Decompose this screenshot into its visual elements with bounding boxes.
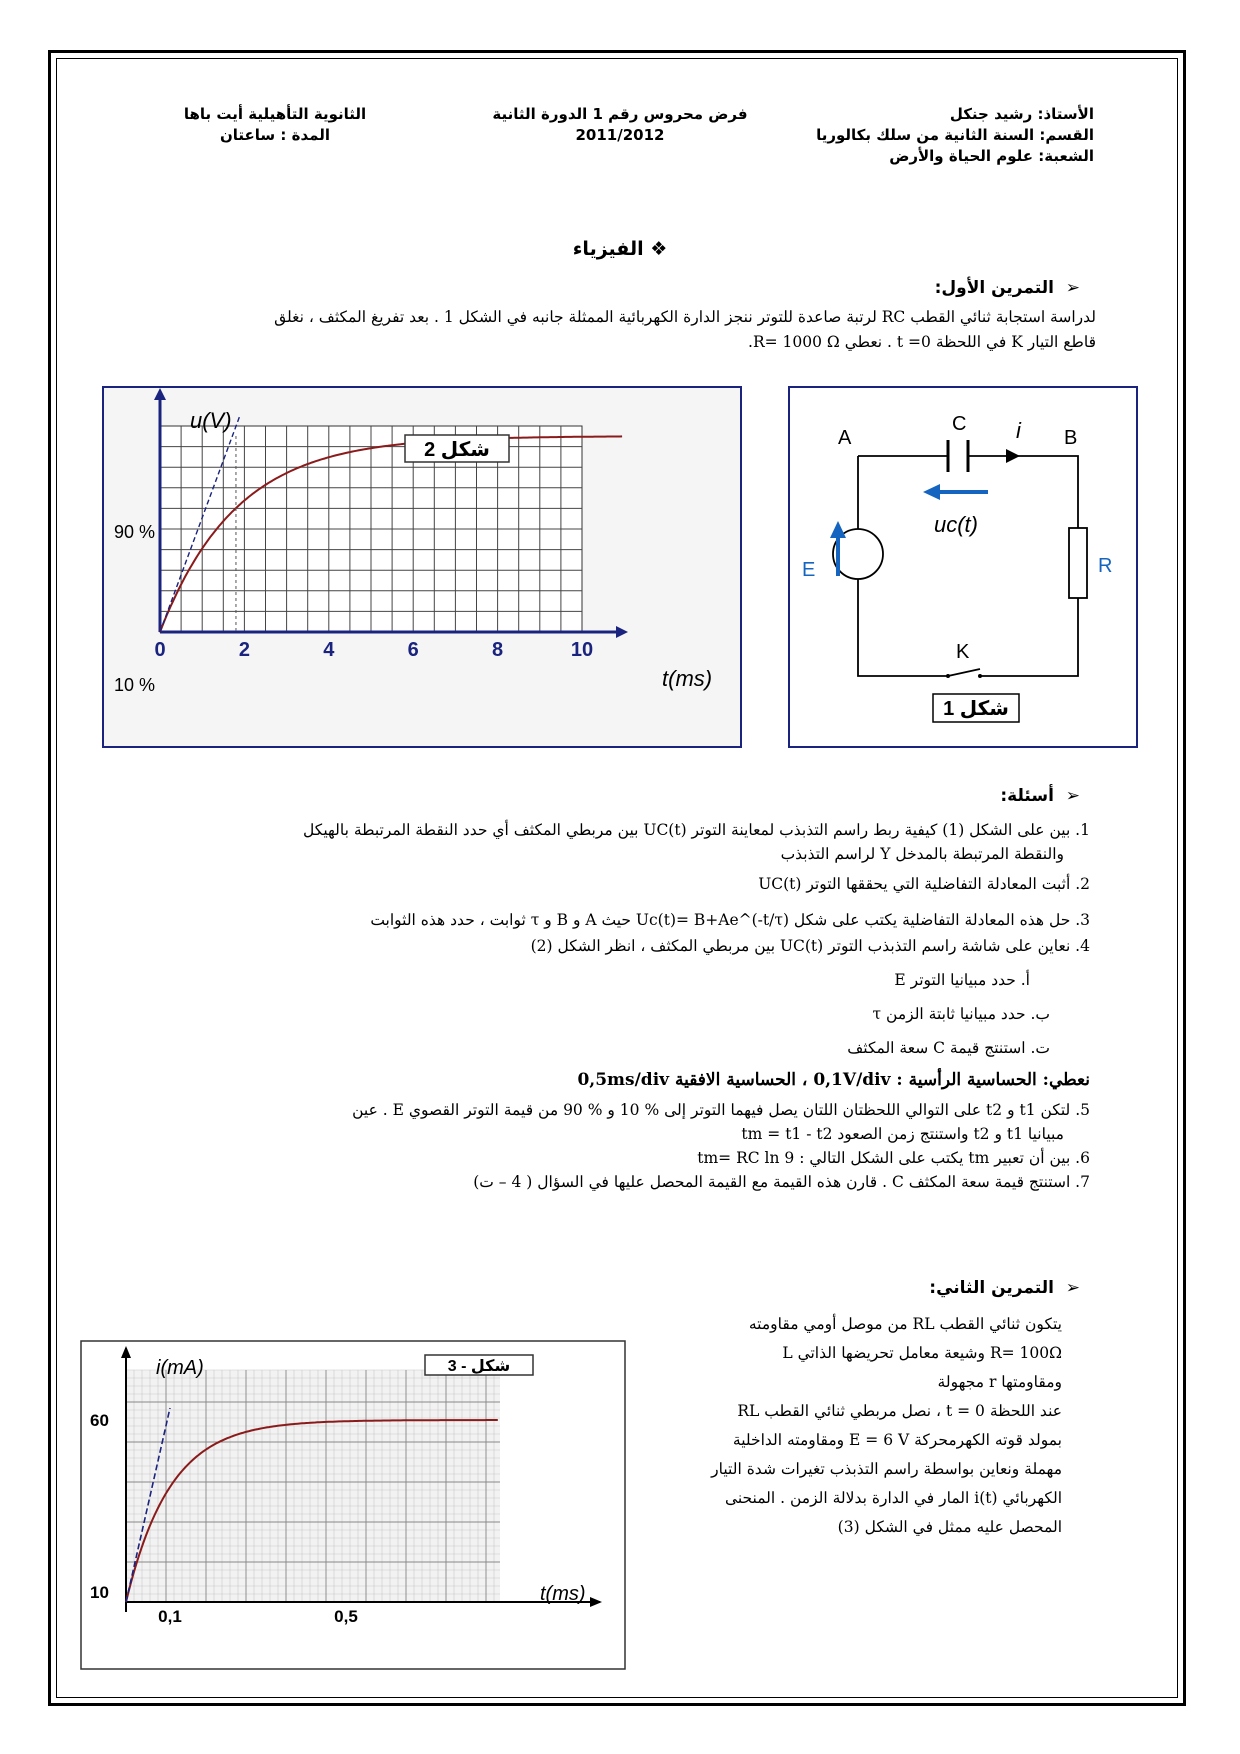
ex2-line: الكهربائي i(t) المار في الدارة بدلالة الزمن . المنحنى (724, 1489, 1062, 1507)
current-label: i (1016, 418, 1021, 443)
questions-title (1000, 786, 1080, 806)
q7: 7. استنتج قيمة سعة المكثف C . قارن هذه القيمة مع القيمة المحصل عليها في السؤال ( 4 – ت) (473, 1173, 1090, 1191)
node-c-label: C (952, 413, 967, 435)
header-branch: الشعبة: علوم الحياة والأرض (889, 147, 1094, 165)
fig3-xlabel: t(ms) (540, 1583, 586, 1605)
ex2-line: عند اللحظة t = 0 ، نصل مربطي ثنائي القطب RL (737, 1402, 1062, 1420)
q6: 6. بين أن تعبير tm يكتب على الشكل التالي : tm= RC ln 9 (697, 1149, 1090, 1167)
ex2-line: ومقاومتها r مجهولة (937, 1373, 1062, 1391)
voltage-label: uc(t) (934, 512, 978, 537)
fig2-xtick: 0 (154, 639, 166, 661)
switch-contact-right (978, 674, 982, 678)
q4c: ت. استنتج قيمة C سعة المكثف (847, 1039, 1050, 1057)
arrow-bullet-icon: ➢ (1053, 278, 1080, 298)
ex2-line: R= 100Ω وشيعة معامل تحريضها الذاتي L (782, 1344, 1062, 1362)
ex1-intro-line1: لدراسة استجابة ثنائي القطب RC لرتبة صاعدة للتوتر ننجز الدارة الكهربائية الممثلة جانبه في الشكل 1 . بعد تفريغ المكثف ، نغلق (274, 308, 1096, 326)
ex2-line: بمولد قوته الكهرمحركة E = 6 V ومقاومته الداخلية (732, 1431, 1062, 1449)
source-label: E (802, 559, 816, 581)
header-left (150, 104, 400, 146)
switch-contact-left (946, 674, 950, 678)
questions-title-text: أسئلة: (1000, 786, 1054, 806)
header-exam: فرض محروس رقم 1 الدورة الثانية (492, 105, 748, 123)
ex2-title (929, 1278, 1080, 1298)
q4b: ب. حدد مبيانيا ثابتة الزمن τ (872, 1005, 1050, 1023)
header-right (816, 104, 1094, 167)
fig2-xtick: 4 (323, 639, 335, 661)
fig2-ytick-10: 10 % (114, 675, 156, 695)
node-a-label: A (838, 427, 852, 449)
section-title (520, 238, 720, 260)
ex2-line: يتكون ثنائي القطب RL من موصل أومي مقاومته (748, 1315, 1062, 1333)
fig3-ylabel: i(mA) (156, 1357, 204, 1379)
figure-3-label: شكل - 3 (447, 1358, 511, 1375)
ex2-text (642, 1310, 1062, 1542)
figure-3-chart (80, 1340, 626, 1670)
node-b-label: B (1064, 427, 1078, 449)
header-duration: المدة : ساعتان (220, 126, 330, 144)
node-k-label: K (956, 641, 970, 663)
ex2-title-text: التمرين الثاني: (929, 1278, 1054, 1298)
q3: 3. حل هذه المعادلة التفاضلية يكتب على شكل Uc(t)= B+Ae^(-t/τ) حيث A و B و τ ثوابت ، حدد هذه الثوابت (370, 911, 1090, 929)
fig2-xtick: 2 (238, 639, 250, 661)
fig2-xtick: 6 (407, 639, 419, 661)
ex1-intro-line2: قاطع التيار K في اللحظة t =0 . نعطي R= 1000 Ω. (748, 333, 1096, 351)
questions-list (90, 818, 1090, 1194)
header-school: الثانوية التأهيلية أيت باها (183, 105, 367, 123)
fig3-xtick: 0,5 (334, 1607, 358, 1626)
diamond-bullet-icon: ❖ (650, 238, 668, 260)
ex1-title (935, 278, 1080, 298)
header-center (480, 104, 760, 146)
arrow-bullet-icon: ➢ (1053, 786, 1080, 806)
arrow-bullet-icon: ➢ (1053, 1278, 1080, 1298)
fig3-ytick-60: 60 (90, 1411, 109, 1430)
q5-line1: 5. لتكن t1 و t2 على التوالي اللحظتان اللتان يصل فيهما التوتر إلى % 10 و % 90 من قيمة التوتر القصوي E . عين (352, 1101, 1090, 1119)
fig3-xtick: 0,1 (158, 1607, 182, 1626)
ex1-title-text: التمرين الأول: (934, 278, 1054, 298)
figure-2-label: شكل 2 (424, 439, 490, 461)
header-class: القسم: السنة الثانية من سلك بكالوريا (816, 126, 1094, 144)
figure-1-circuit (788, 386, 1138, 748)
q4a: أ. حدد مبيانيا التوتر E (894, 971, 1030, 989)
section-title-text: الفيزياء (572, 238, 644, 260)
figure-1-label: شكل 1 (943, 698, 1009, 720)
ex1-intro (96, 305, 1096, 355)
fig2-xlabel: t(ms) (662, 666, 713, 691)
fig3-ytick-10: 10 (90, 1583, 109, 1602)
resistor-label: R (1098, 555, 1113, 577)
figure-2-chart (102, 386, 742, 748)
ex2-line: المحصل عليه ممثل في الشكل (3) (837, 1518, 1062, 1536)
q2: 2. أثبت المعادلة التفاضلية التي يحققها التوتر UC(t) (758, 875, 1090, 893)
fig2-xtick: 8 (492, 639, 504, 661)
sensitivity: نعطي: الحساسية الرأسية : 0,1V/div ، الحساسية الافقية 0,5ms/div (577, 1070, 1090, 1090)
fig2-xtick: 10 (570, 639, 594, 661)
fig2-ylabel: u(V) (190, 408, 232, 433)
q4: 4. نعاين على شاشة راسم التذبذب التوتر UC(t) بين مربطي المكثف ، انظر الشكل (2) (530, 937, 1090, 955)
header-teacher: الأستاذ: رشيد جنكل (949, 105, 1094, 123)
resistor-symbol (1069, 528, 1087, 598)
q1-line2: والنقطة المرتبطة بالمدخل Y لراسم التذبذب (780, 845, 1064, 863)
header-year: 2011/2012 (575, 126, 665, 144)
q5-line2: مبيانيا t1 و t2 واستنتج زمن الصعود tm = t1 - t2 (741, 1125, 1064, 1143)
ex2-line: مهملة ونعاين بواسطة راسم التذبذب تغيرات شدة التيار (711, 1460, 1062, 1478)
fig2-ytick-90: 90 % (114, 522, 156, 542)
q1-line1: 1. بين على الشكل (1) كيفية ربط راسم التذبذب لمعاينة التوتر UC(t) بين مربطي المكثف أي حدد النقطة المرتبطة بالهيكل (303, 821, 1090, 839)
